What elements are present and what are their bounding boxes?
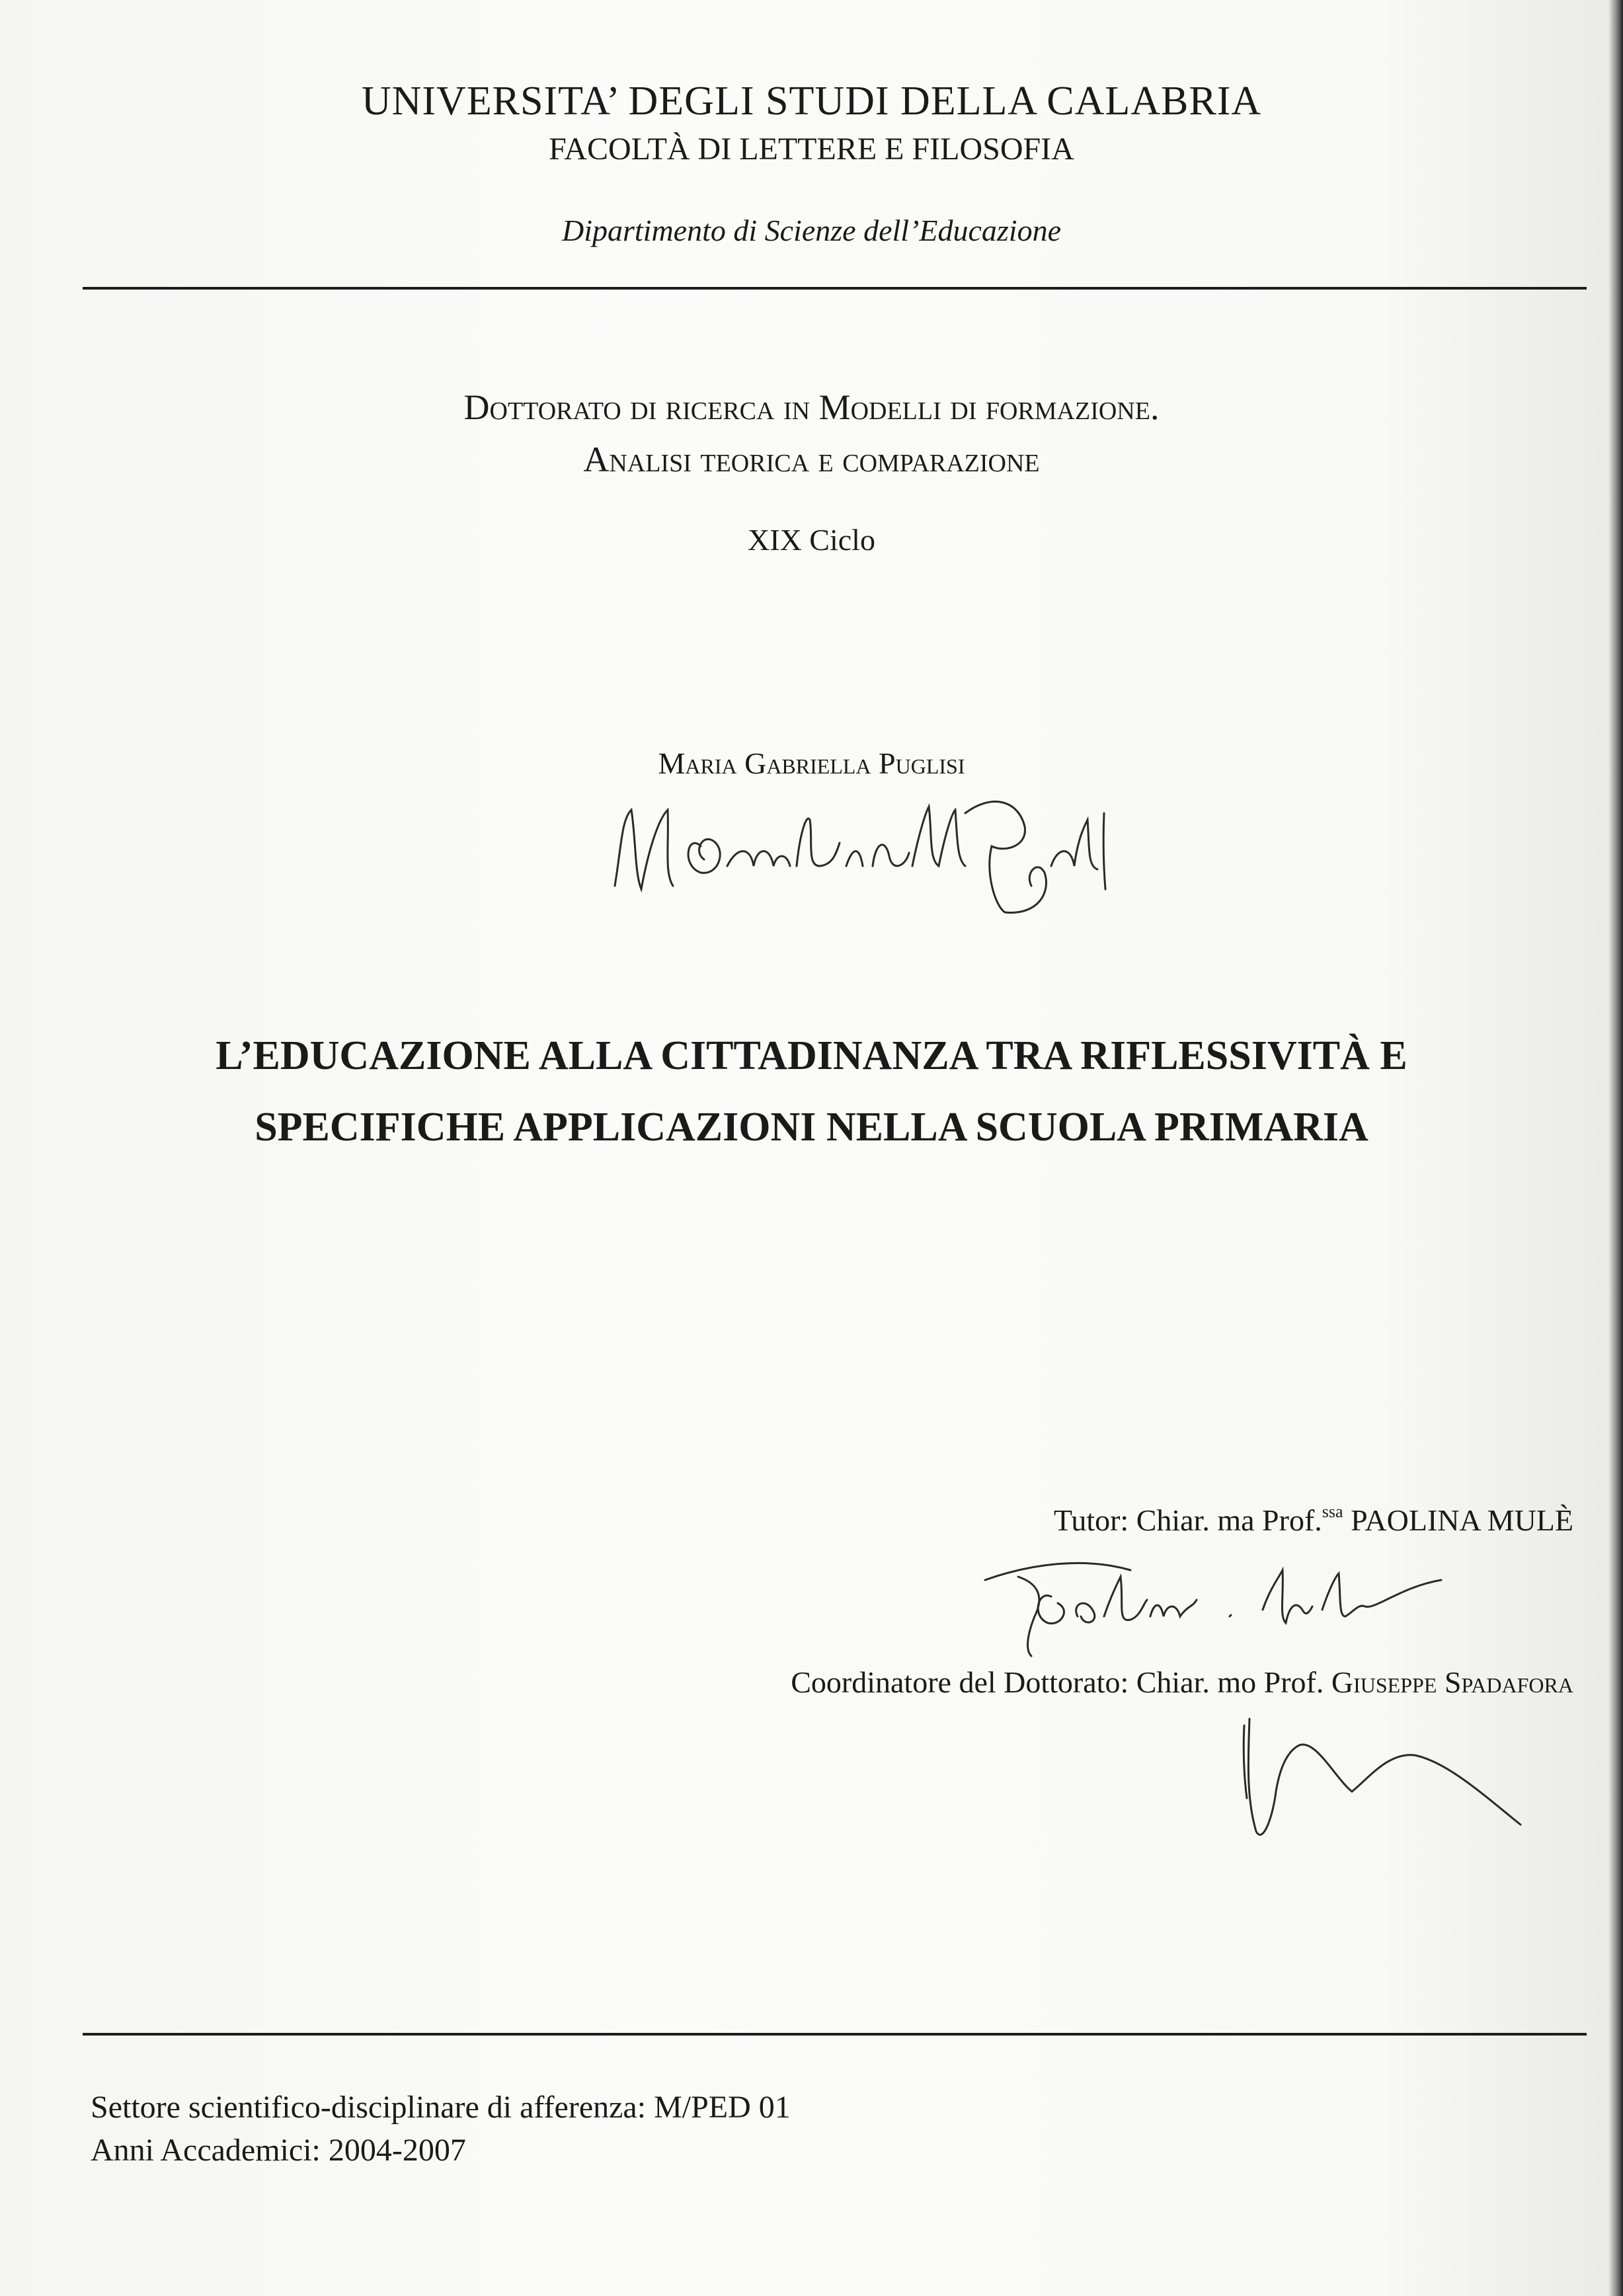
tutor-line	[1054, 1502, 1573, 1538]
page-edge-shadow	[1608, 0, 1623, 2296]
tutor-title-superscript: ssa	[1322, 1502, 1343, 1521]
university-name: UNIVERSITA’ DEGLI STUDI DELLA CALABRIA	[361, 79, 1262, 124]
thesis-title-line1: L’EDUCAZIONE ALLA CITTADINANZA TRA RIFLESSIVITÀ E	[216, 1033, 1407, 1078]
coordinator-prefix: Coordinatore del Dottorato: Chiar. mo Prof.	[791, 1665, 1324, 1699]
department-name: Dipartimento di Scienze dell’Educazione	[561, 214, 1061, 247]
tutor-name: PAOLINA MULÈ	[1351, 1503, 1573, 1537]
top-divider	[83, 287, 1587, 290]
tutor-prefix: Tutor: Chiar. ma Prof.	[1053, 1503, 1322, 1537]
bottom-divider	[83, 2033, 1587, 2036]
faculty-name: FACOLTÀ DI LETTERE E FILOSOFIA	[549, 132, 1074, 167]
coordinator-line	[791, 1665, 1573, 1700]
thesis-title-line2: SPECIFICHE APPLICAZIONI NELLA SCUOLA PRIMARIA	[255, 1105, 1368, 1150]
coordinator-name: Giuseppe Spadafora	[1331, 1665, 1573, 1699]
program-title-line2: Analisi teorica e comparazione	[583, 440, 1040, 479]
coordinator-signature	[1236, 1699, 1540, 1844]
discipline-sector: Settore scientifico-disciplinare di afferenza: M/PED 01	[91, 2090, 791, 2125]
program-cycle: XIX Ciclo	[748, 523, 875, 557]
author-name: Maria Gabriella Puglisi	[658, 746, 965, 780]
academic-years: Anni Accademici: 2004-2007	[91, 2133, 466, 2168]
tutor-signature	[978, 1550, 1454, 1659]
program-title-line1: Dottorato di ricerca in Modelli di formazione.	[463, 387, 1160, 427]
author-signature	[595, 773, 1124, 926]
